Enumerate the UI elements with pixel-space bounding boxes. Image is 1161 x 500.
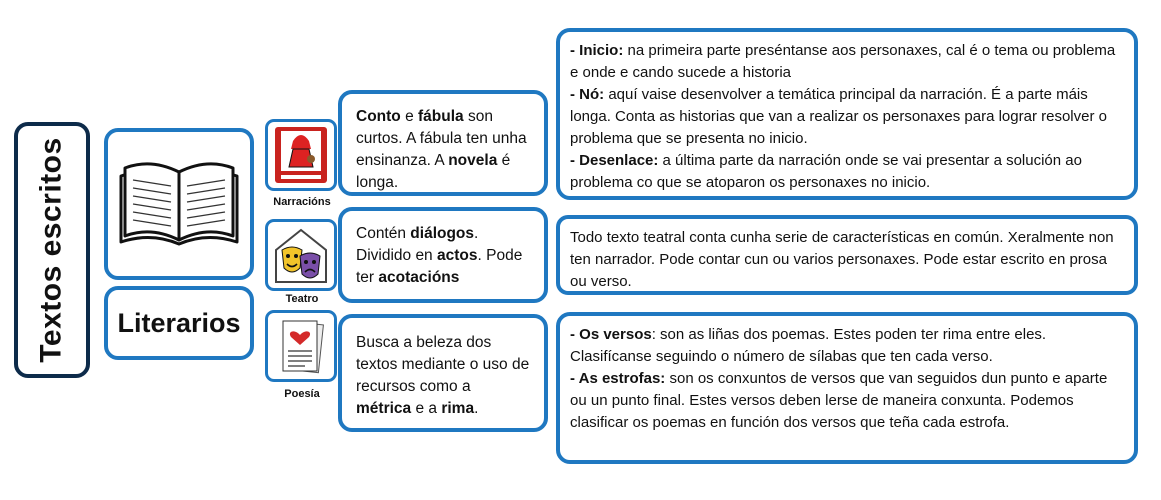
genre-label-narracions: Narracións [273,196,331,208]
detail-item-inicio: - Inicio: na primeira parte preséntanse aos personaxes, cal é o tema ou problema e onde e cando sucede a historia [570,42,1116,81]
book-image-box [104,128,254,280]
category-label: Literarios [117,307,241,338]
narracions-description: Conto e fábula son curtos. A fábula ten unha ensinanza. A novela é longa. [338,90,548,196]
theatre-masks-icon [270,224,332,286]
main-title-box [14,122,90,378]
poesia-description: Busca a beleza dos textos mediante o uso de recursos como a métrica e a rima. [338,314,548,432]
little-red-riding-hood-book-icon [273,125,329,185]
teatro-description: Contén diálogos. Dividido en actos. Pode ter acotacións [338,207,548,303]
detail-item-estrofas: - As estrofas: son os conxuntos de versos que van seguidos dun punto e aparte ou un punto final. Estes versos deben lerse de maneira conxunta. Podemos clasificar os poemas en función dos versos que teña cada estrofa. [570,370,1108,431]
poesia-icon-box [265,310,337,382]
teatro-detail: Todo texto teatral conta cunha serie de características en común. Xeralmente non ten narrador. Pode contar cun ou varios personaxes. Pode estar escrito en prosa ou verso. [556,215,1138,295]
open-book-icon [115,156,243,252]
detail-item-no: - Nó: aquí vaise desenvolver a temática principal da narración. É a parte máis longa. Conta as historias que van a realizar os personaxes para lograr resolver o problema que se presenta no inicio. [570,86,1107,147]
category-box [104,286,254,360]
narracions-icon-box [265,119,337,191]
teatro-icon-box [265,219,337,291]
genre-label-teatro: Teatro [285,293,319,305]
narracions-detail [556,28,1138,200]
main-title: Textos escritos [35,137,68,363]
genre-label-poesia: Poesía [284,388,320,400]
detail-item-desenlace: - Desenlace: a última parte da narración onde se vai presentar a solución ao problema co que se atoparon os personaxes no inicio. [570,152,1082,191]
poem-page-heart-icon [273,315,329,377]
poesia-detail [556,312,1138,464]
detail-item-versos: - Os versos: son as liñas dos poemas. Estes poden ter rima entre eles. Clasifícanse seguindo o número de sílabas que ten cada verso. [570,326,1047,365]
